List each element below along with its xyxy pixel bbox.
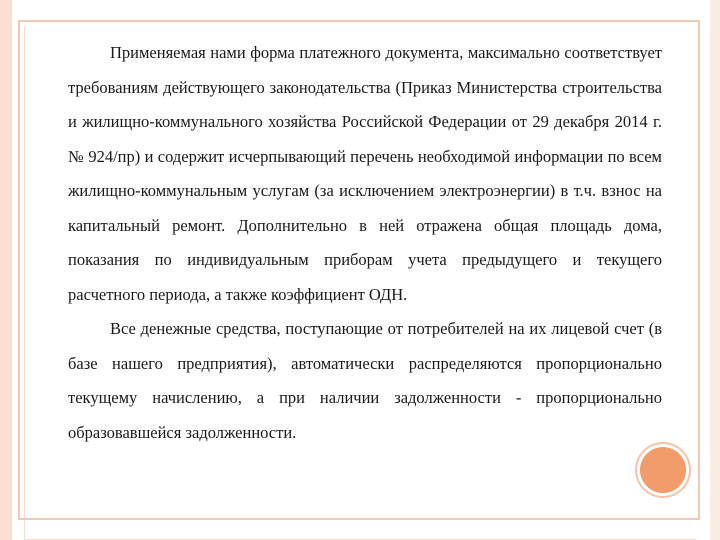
paragraph-fund-distribution: Все денежные средства, поступающие от потребителей на их лицевой счет (в базе нашего предприятия), автоматически распределяются пропорционально текущему начислению, а при наличии задолженности - пропорционально образовавшейся задолженности. [68,319,662,442]
orange-circle-icon [640,447,686,493]
paragraph-payment-document: Применяемая нами форма платежного документа, максимально соответствует требованиям действующего законодательства (Приказ Министерства строительства и жилищно-коммунального хозяйства Российской Федерации от 29 декабря 2014 г. № 924/пр) и содержит исчерпывающий перечень необходимой информации по всем жилищно-коммунальным услугам (за исключением электроэнергии) в т.ч. взнос на капитальный ремонт. Дополнительно в ней отражена общая площадь дома, показания по индивидуальным приборам учета предыдущего и текущего расчетного периода, а также коэффициент ОДН. [68,43,662,304]
slide-text-body [68,36,662,450]
right-edge-bar [710,0,720,540]
left-edge-bar [0,0,12,540]
